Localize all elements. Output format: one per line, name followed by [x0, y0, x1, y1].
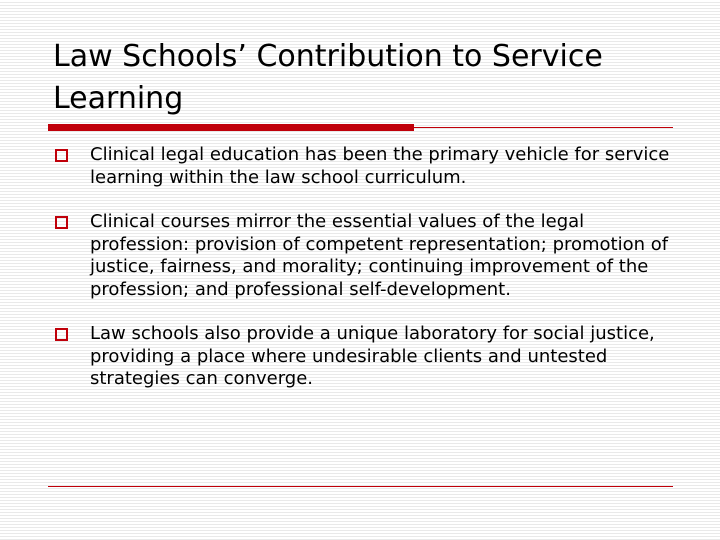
slide-title: Law Schools’ Contribution to Service Learning [53, 39, 603, 116]
title-divider-accent [48, 124, 414, 131]
bullet-item [55, 144, 675, 189]
bullet-text: Clinical courses mirror the essential values of the legal profession: provision of competent representation; promotion of justice, fairness, and morality; continuing improvement of the profession; and professional self-development. [90, 211, 669, 300]
footer-divider [48, 486, 673, 487]
bullet-text: Law schools also provide a unique laboratory for social justice, providing a place where undesirable clients and untested strategies can converge. [90, 323, 655, 389]
bullet-item [55, 323, 675, 391]
hollow-square-bullet-icon [55, 216, 68, 229]
bullet-text: Clinical legal education has been the primary vehicle for service learning within the law school curriculum. [90, 144, 670, 188]
bullet-list [55, 144, 675, 391]
bullet-item [55, 211, 675, 301]
hollow-square-bullet-icon [55, 328, 68, 341]
hollow-square-bullet-icon [55, 149, 68, 162]
